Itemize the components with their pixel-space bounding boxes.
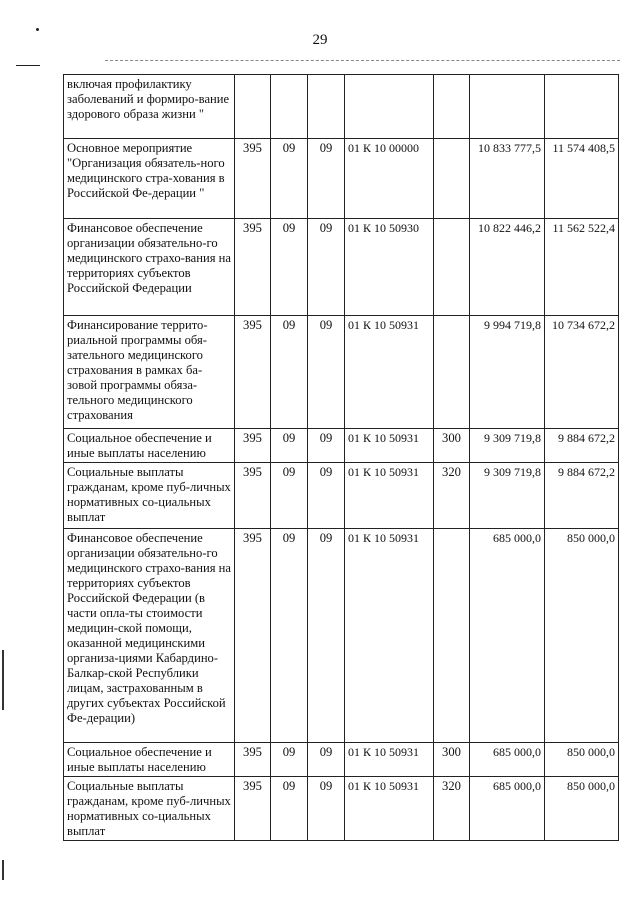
cell-expense-type: [434, 139, 470, 219]
cell-section: 09: [271, 139, 308, 219]
cell-expense-type: 320: [434, 463, 470, 529]
cell-amount-y1: 9 994 719,8: [470, 316, 545, 429]
cell-amount-y1: [470, 75, 545, 139]
table-row: [64, 316, 619, 429]
cell-subsection: 09: [308, 463, 345, 529]
cell-ministry: 395: [235, 429, 271, 463]
table-row: [64, 75, 619, 139]
cell-amount-y2: 850 000,0: [545, 777, 619, 841]
cell-expense-type: [434, 316, 470, 429]
cell-amount-y2: 9 884 672,2: [545, 429, 619, 463]
cell-expense-type: [434, 529, 470, 743]
scan-mark: [36, 28, 39, 31]
cell-amount-y2: 11 574 408,5: [545, 139, 619, 219]
cell-amount-y2: 850 000,0: [545, 529, 619, 743]
cell-target: 01 К 10 50931: [345, 463, 434, 529]
scan-edge-mark: [2, 860, 4, 880]
cell-subsection: 09: [308, 316, 345, 429]
cell-amount-y1: 9 309 719,8: [470, 463, 545, 529]
cell-subsection: 09: [308, 139, 345, 219]
cell-ministry: 395: [235, 463, 271, 529]
cell-amount-y1: 10 833 777,5: [470, 139, 545, 219]
page-number: 29: [312, 32, 328, 48]
cell-target: 01 К 10 00000: [345, 139, 434, 219]
cell-amount-y2: [545, 75, 619, 139]
budget-table: [63, 74, 619, 841]
cell-expense-type: [434, 75, 470, 139]
cell-name: Социальное обеспечение и иные выплаты населению: [64, 429, 235, 463]
cell-section: 09: [271, 219, 308, 316]
cell-target: 01 К 10 50931: [345, 743, 434, 777]
cell-name: Социальные выплаты гражданам, кроме пуб-личных нормативных со-циальных выплат: [64, 777, 235, 841]
cell-target: 01 К 10 50931: [345, 316, 434, 429]
table-row: [64, 743, 619, 777]
cell-name: Социальное обеспечение и иные выплаты населению: [64, 743, 235, 777]
cell-section: 09: [271, 463, 308, 529]
cell-target: 01 К 10 50931: [345, 777, 434, 841]
cell-section: 09: [271, 777, 308, 841]
cell-section: 09: [271, 529, 308, 743]
table-row: [64, 777, 619, 841]
cell-name: Финансовое обеспечение организации обязательно-го медицинского страхо-вания на территориях субъектов Российской Федерации (в части опла-ты стоимости медицин-ской помощи, оказанной медицинскими организа-циями Кабардино-Балкар-ской Республики лицам, застрахованным в других субъектах Российской Фе-дерации): [64, 529, 235, 743]
cell-section: [271, 75, 308, 139]
cell-ministry: 395: [235, 219, 271, 316]
cell-section: 09: [271, 743, 308, 777]
header-rule: [105, 60, 620, 62]
table-row: [64, 429, 619, 463]
cell-subsection: 09: [308, 529, 345, 743]
scan-edge-mark: [2, 650, 4, 710]
cell-name: Социальные выплаты гражданам, кроме пуб-личных нормативных со-циальных выплат: [64, 463, 235, 529]
cell-name: Основное мероприятие "Организация обязатель-ного медицинского стра-хования в Российской Фе-дерации ": [64, 139, 235, 219]
cell-subsection: 09: [308, 429, 345, 463]
cell-amount-y2: 10 734 672,2: [545, 316, 619, 429]
cell-amount-y2: 850 000,0: [545, 743, 619, 777]
cell-ministry: 395: [235, 529, 271, 743]
cell-amount-y2: 9 884 672,2: [545, 463, 619, 529]
cell-amount-y1: 685 000,0: [470, 743, 545, 777]
cell-section: 09: [271, 429, 308, 463]
cell-subsection: 09: [308, 219, 345, 316]
cell-ministry: 395: [235, 777, 271, 841]
table-row: [64, 219, 619, 316]
table-row: [64, 139, 619, 219]
cell-amount-y1: 9 309 719,8: [470, 429, 545, 463]
cell-target: 01 К 10 50931: [345, 429, 434, 463]
cell-section: 09: [271, 316, 308, 429]
cell-ministry: [235, 75, 271, 139]
cell-ministry: 395: [235, 139, 271, 219]
cell-expense-type: 320: [434, 777, 470, 841]
cell-amount-y1: 10 822 446,2: [470, 219, 545, 316]
cell-expense-type: 300: [434, 429, 470, 463]
cell-amount-y2: 11 562 522,4: [545, 219, 619, 316]
cell-expense-type: 300: [434, 743, 470, 777]
cell-target: 01 К 10 50931: [345, 529, 434, 743]
table-row: [64, 529, 619, 743]
cell-name: Финансирование террито-риальной программы обя-зательного медицинского страхования в рамках ба-зовой программы обяза-тельного медицинского страхования: [64, 316, 235, 429]
table-row: [64, 463, 619, 529]
cell-ministry: 395: [235, 316, 271, 429]
scan-mark: [16, 65, 40, 66]
cell-target: 01 К 10 50930: [345, 219, 434, 316]
cell-name: Финансовое обеспечение организации обязательно-го медицинского страхо-вания на территориях субъектов Российской Федерации: [64, 219, 235, 316]
cell-target: [345, 75, 434, 139]
cell-amount-y1: 685 000,0: [470, 529, 545, 743]
cell-subsection: [308, 75, 345, 139]
cell-subsection: 09: [308, 743, 345, 777]
cell-expense-type: [434, 219, 470, 316]
cell-name: включая профилактику заболеваний и формиро-вание здорового образа жизни ": [64, 75, 235, 139]
cell-ministry: 395: [235, 743, 271, 777]
cell-subsection: 09: [308, 777, 345, 841]
cell-amount-y1: 685 000,0: [470, 777, 545, 841]
